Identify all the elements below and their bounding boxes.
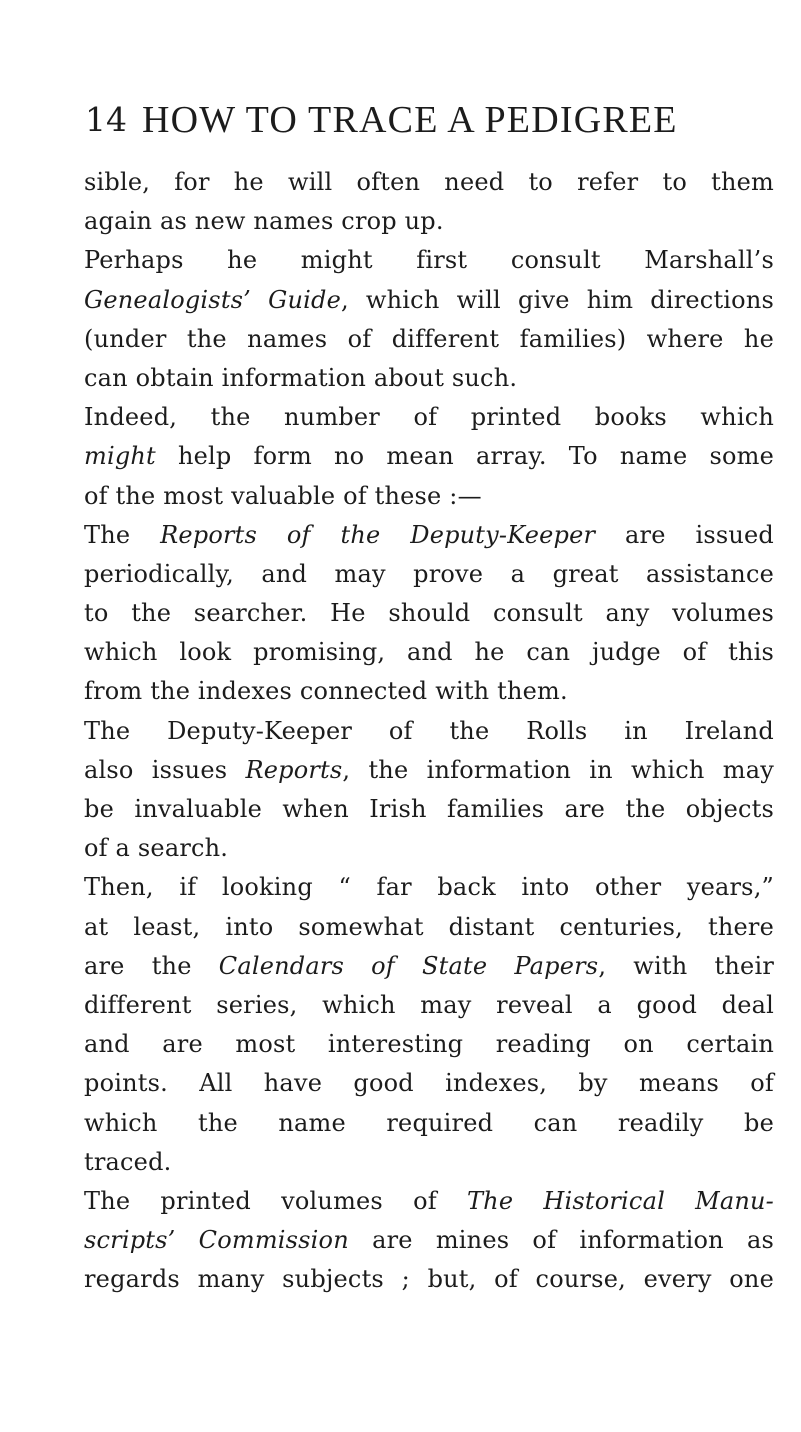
text-line [84, 241, 774, 280]
text-line [84, 477, 774, 516]
text-line [84, 516, 774, 555]
text-line [84, 1064, 774, 1103]
text-segment: again as new names crop up. [84, 207, 444, 236]
text-segment: which look promising, and he can judge of this [84, 638, 774, 667]
text-segment: The printed volumes of [84, 1186, 467, 1215]
text-line [84, 437, 774, 476]
text-line [84, 163, 774, 202]
text-segment: Indeed, the number of printed books which [84, 403, 774, 432]
italic-title-text: might [84, 442, 156, 471]
text-segment: are the [84, 951, 219, 980]
text-line [84, 398, 774, 437]
text-line [84, 1143, 774, 1182]
text-line [84, 790, 774, 829]
text-line [84, 320, 774, 359]
body-text [84, 163, 774, 1299]
text-line [84, 202, 774, 241]
text-segment: at least, into somewhat distant centuries, there [84, 912, 774, 941]
italic-title-text: The Historical Manu- [466, 1186, 774, 1215]
text-line [84, 986, 774, 1025]
text-segment: different series, which may reveal a good deal [84, 990, 774, 1019]
text-line [84, 1260, 774, 1299]
italic-title-text: Genealogists’ Guide [84, 285, 341, 314]
text-segment: regards many subjects ; but, of course, every one [84, 1265, 774, 1294]
text-segment: (under the names of different families) where he [84, 324, 774, 353]
text-segment: traced. [84, 1147, 172, 1176]
text-line [84, 594, 774, 633]
page-number: 14 [85, 100, 127, 139]
text-segment: sible, for he will often need to refer to them [84, 168, 774, 196]
text-line [84, 555, 774, 594]
text-line [84, 1221, 774, 1260]
text-segment: points. All have good indexes, by means of [84, 1069, 774, 1098]
text-line [84, 712, 774, 751]
text-line [84, 829, 774, 868]
text-segment: , the information in which may [342, 755, 774, 784]
text-segment: of a search. [84, 834, 229, 863]
text-line [84, 751, 774, 790]
italic-title-text: Reports [245, 755, 343, 784]
text-line [84, 633, 774, 672]
text-line [84, 281, 774, 320]
text-segment: can obtain information about such. [84, 363, 518, 392]
italic-title-text: scripts’ Commission [84, 1226, 349, 1255]
text-segment: periodically, and may prove a great assistance [84, 559, 774, 588]
italic-title-text: Reports of the Deputy-Keeper [160, 520, 596, 549]
text-line [84, 672, 774, 711]
text-segment: also issues [84, 755, 246, 784]
text-line [84, 1025, 774, 1064]
text-line [84, 1104, 774, 1143]
running-title: HOW TO TRACE A PEDIGREE [142, 99, 678, 141]
text-line [84, 947, 774, 986]
text-segment: are mines of information as [348, 1226, 774, 1255]
text-segment: be invaluable when Irish families are the objects [84, 795, 774, 823]
text-segment: from the indexes connected with them. [84, 677, 568, 706]
text-segment: The Deputy-Keeper of the Rolls in Ireland [84, 716, 774, 745]
text-segment: help form no mean array. To name some [155, 442, 774, 471]
text-segment: , which will give him directions [340, 285, 774, 314]
text-line [84, 359, 774, 398]
text-segment: , with their [598, 951, 774, 980]
text-segment: of the most valuable of these :— [84, 481, 482, 510]
text-segment: and are most interesting reading on certain [84, 1030, 774, 1059]
text-line [84, 1182, 774, 1221]
text-segment: Perhaps he might first consult Marshall’s [84, 246, 774, 275]
running-head [85, 98, 775, 148]
text-line [84, 908, 774, 947]
text-segment: are issued [595, 520, 774, 549]
text-segment: to the searcher. He should consult any volumes [84, 599, 774, 628]
italic-title-text: Calendars of State Papers [218, 951, 599, 980]
text-segment: Then, if looking “ far back into other years,” [84, 873, 774, 902]
text-segment: The [84, 520, 161, 549]
text-segment: which the name required can readily be [84, 1108, 774, 1137]
text-line [84, 868, 774, 907]
